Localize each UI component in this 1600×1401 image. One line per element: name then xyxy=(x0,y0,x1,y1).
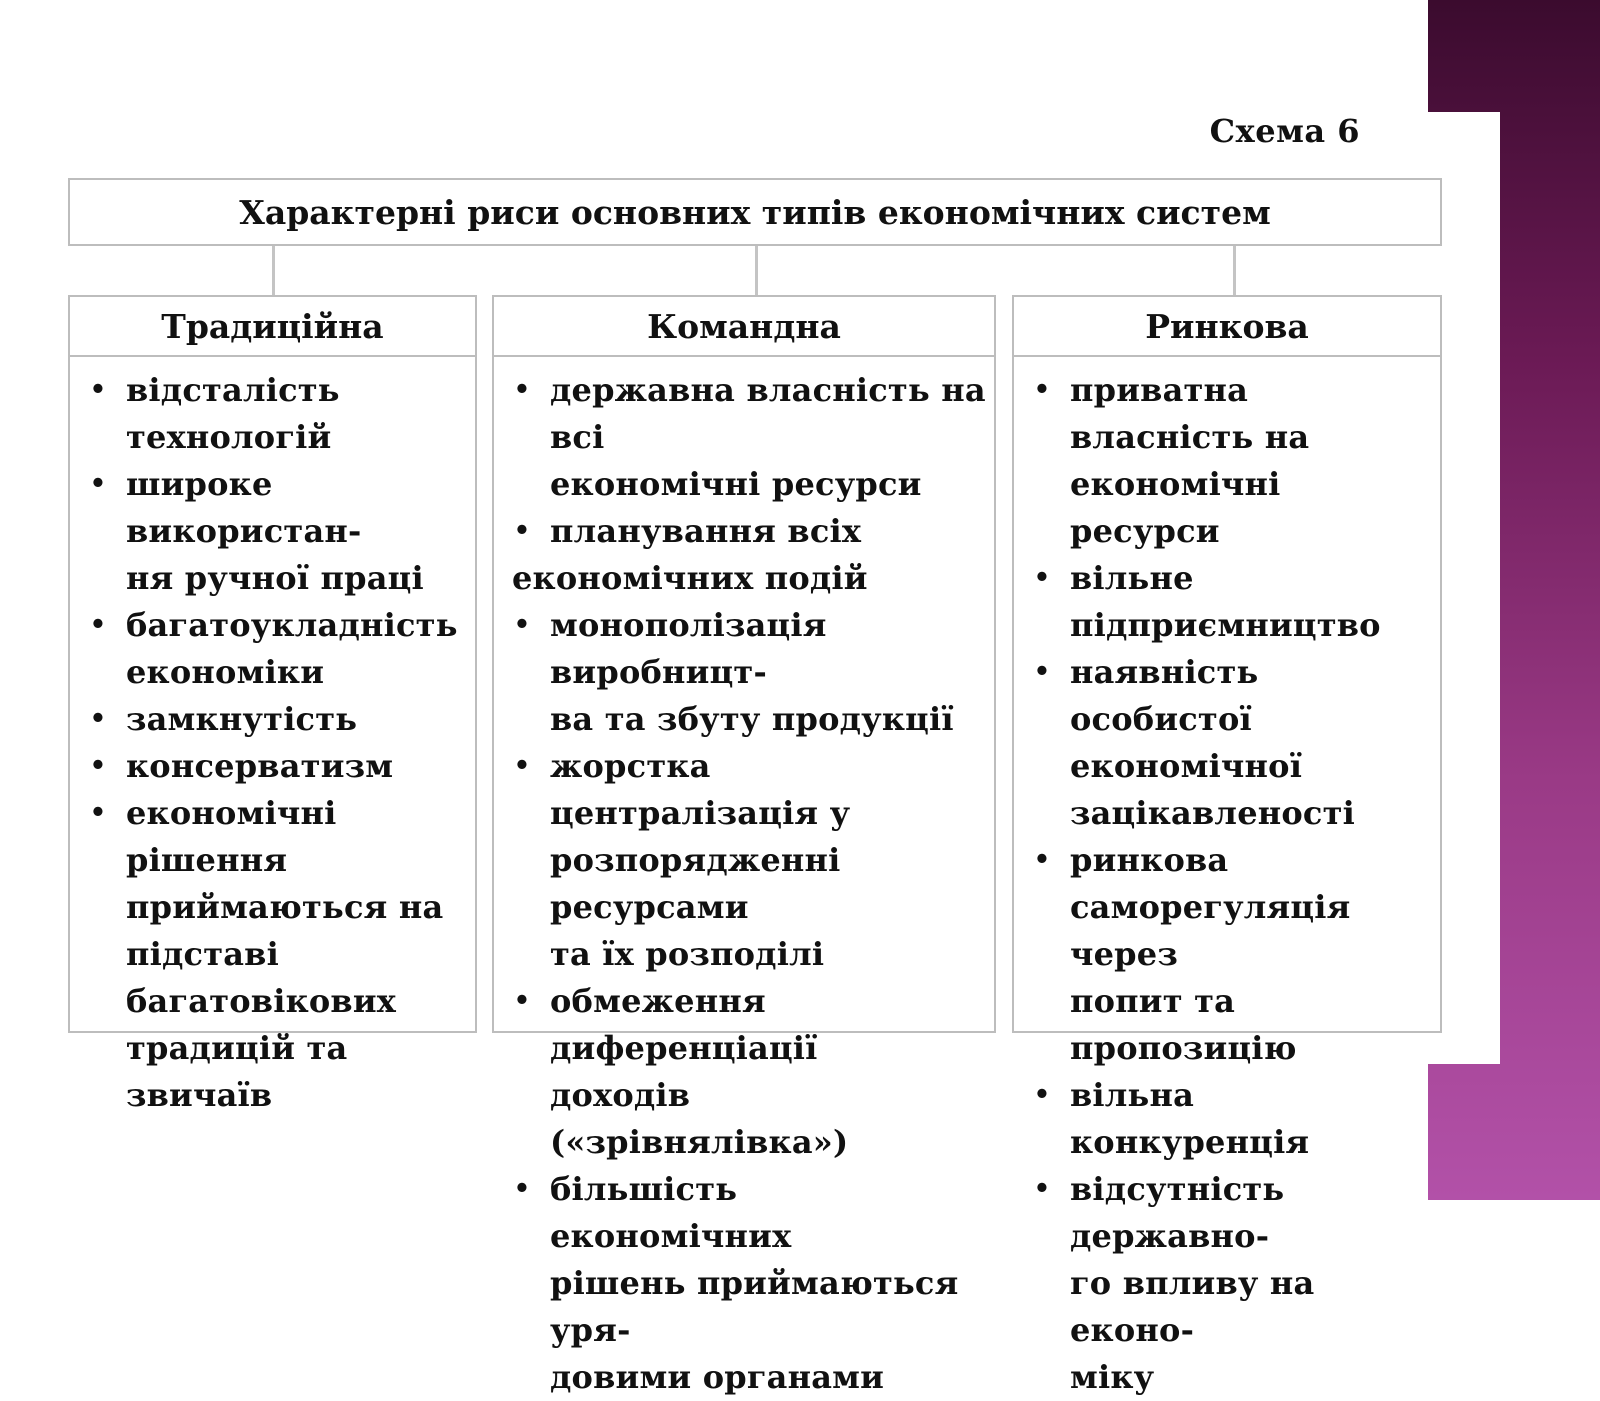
column-header-command: Командна xyxy=(494,297,994,357)
feature-item: • замкнутість xyxy=(88,696,469,743)
connector-market xyxy=(1233,246,1236,296)
column-header-traditional: Традиційна xyxy=(70,297,475,357)
bullet-icon: • xyxy=(513,751,531,781)
feature-item: • обмеження диференціації доходів («зрівнялівка») xyxy=(512,978,988,1166)
bullet-icon: • xyxy=(89,610,107,640)
bullet-icon: • xyxy=(1033,563,1051,593)
bullet-icon: • xyxy=(1033,1080,1051,1110)
bullet-icon: • xyxy=(89,751,107,781)
scheme-label: Схема 6 xyxy=(1209,112,1360,150)
feature-item: • широке використан- ня ручної праці xyxy=(88,461,469,602)
bullet-icon: • xyxy=(1033,657,1051,687)
feature-item: • планування всіх економічних подій xyxy=(512,508,988,602)
bullet-icon: • xyxy=(1033,845,1051,875)
feature-item: • ринкова саморегуляція через попит та пропозицію xyxy=(1032,837,1434,1072)
bullet-icon: • xyxy=(89,375,107,405)
column-command xyxy=(492,295,996,1396)
bullet-icon: • xyxy=(513,516,531,546)
feature-item: • консерватизм xyxy=(88,743,469,790)
feature-item: • наявність особистої економічної зацікавленості xyxy=(1032,649,1434,837)
feature-list-traditional xyxy=(70,357,475,1119)
bullet-icon: • xyxy=(513,1174,531,1204)
bullet-icon: • xyxy=(513,986,531,1016)
feature-list-command xyxy=(494,357,994,1401)
feature-item: • багатоукладність економіки xyxy=(88,602,469,696)
feature-item: • вільне підприємництво xyxy=(1032,555,1434,649)
feature-item: • економічні рішення приймаються на підставі багатовікових традицій та звичаїв xyxy=(88,790,469,1119)
column-market xyxy=(1012,295,1442,1396)
feature-list-market xyxy=(1014,357,1440,1401)
bullet-icon: • xyxy=(89,469,107,499)
column-header-market: Ринкова xyxy=(1014,297,1440,357)
bullet-icon: • xyxy=(89,704,107,734)
feature-item: • більшість економічних рішень приймаються уря- довими органами xyxy=(512,1166,988,1401)
diagram-title-box xyxy=(68,178,1442,246)
feature-item: • приватна власність на економічні ресурси xyxy=(1032,367,1434,555)
connector-traditional xyxy=(272,246,275,296)
bullet-icon: • xyxy=(513,610,531,640)
column-traditional xyxy=(68,295,477,1114)
feature-item: • відсталість технологій xyxy=(88,367,469,461)
bullet-icon: • xyxy=(513,375,531,405)
feature-item: • монополізація виробницт- ва та збуту продукції xyxy=(512,602,988,743)
feature-item: • вільна конкуренція xyxy=(1032,1072,1434,1166)
bullet-icon: • xyxy=(1033,1174,1051,1204)
feature-item: • державна власність на всі економічні ресурси xyxy=(512,367,988,508)
bullet-icon: • xyxy=(1033,375,1051,405)
bullet-icon: • xyxy=(89,798,107,828)
connector-command xyxy=(755,246,758,296)
feature-item: • відсутність державно- го впливу на еконо- міку xyxy=(1032,1166,1434,1401)
feature-item: • жорстка централізація у розпорядженні ресурсами та їх розподілі xyxy=(512,743,988,978)
diagram-title: Характерні риси основних типів економічних систем xyxy=(239,192,1271,232)
